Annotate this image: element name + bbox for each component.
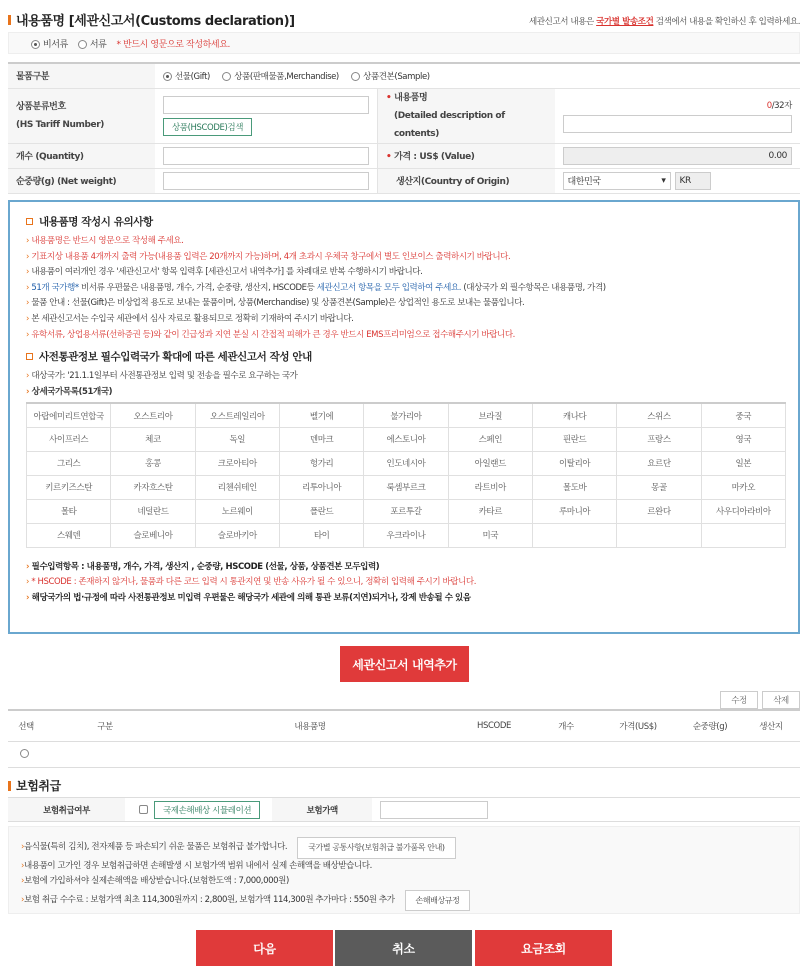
country-cell: 카타르 [448,499,532,523]
origin-value: 대한민국 [567,177,601,187]
weight-label: 순중량(g) (Net weight) [8,168,155,193]
notice-item: › 유학서류, 상업용서류(선하증권 등)와 같이 긴급성과 지연 분실 시 간접적 피해가 큰 경우 반드시 EMS프리미엄으로 접수해주시기 바랍니다. [26,328,782,344]
country-cell: 이탈리아 [532,451,616,475]
country-cell: 포르투갈 [364,499,448,523]
country-cell [617,523,701,547]
label: 비서류 [43,39,68,50]
country-cell: 홍콩 [111,451,195,475]
notice-item [26,281,782,297]
title: 내용품명 작성시 유의사항 [39,216,153,228]
restricted-items-button[interactable]: 국가별 공통사항(보험취급 불가품목 안내) [297,837,455,859]
note-prefix: 세관신고서 내용은 [529,17,597,27]
info-item [21,837,787,859]
col-qty: 개수 [534,710,598,741]
notice-title-1 [26,214,782,229]
english-warning: * 반드시 영문으로 작성하세요. [116,39,230,50]
country-cell: 아일랜드 [448,451,532,475]
country-cell: 스페인 [448,427,532,451]
country-cell: 아랍에미리트연합국 [27,403,111,427]
info-item: › 내용품이 고가인 경우 보험취급하면 손해발생 시 보험가액 범위 내에서 실제 손해액을 배상받습니다. [21,859,787,875]
cancel-button[interactable]: 취소 [335,930,472,966]
country-cell: 일본 [701,451,785,475]
hs-search-button[interactable]: 상품(HSCODE)검색 [163,118,252,136]
notice-item: › 내용품이 여러개인 경우 '세관신고서' 항목 입력후 [세관신고서 내역추가] 를 차례대로 반복 수행하시기 바랍니다. [26,265,782,281]
notice-item: › 본 세관신고서는 수입국 세관에서 심사 자료로 활용되므로 정확히 기재하여 주시기 바랍니다. [26,312,782,328]
insurance-title [8,777,61,794]
country-cell: 그리스 [27,451,111,475]
country-cell: 독일 [195,427,279,451]
category-gift[interactable] [163,72,210,82]
notice-item: › 내용품명은 반드시 영문으로 작성해 주세요. [26,234,782,250]
country-list-title: › 상세국가목록(51개국) [26,385,782,401]
desc-input[interactable] [563,115,793,133]
country-cell: 오스트리아 [111,403,195,427]
col-select: 선택 [8,710,44,741]
insurance-amount-input[interactable] [380,801,488,819]
country-cell: 스웨덴 [27,523,111,547]
col-hscode: HSCODE [454,710,534,741]
b: 비서류 우편물은 내용품명, 개수, 가격, 순중량, 생산지, HSCODE등 [78,282,317,293]
doc-type-row [8,32,800,54]
qty-label: 개수 (Quantity) [8,143,155,168]
category-label: 물품구분 [8,63,155,88]
info-item [21,890,787,912]
hs-label-en: (HS Tariff Number) [16,119,105,130]
country-cell: 카자흐스탄 [111,475,195,499]
compensation-rules-button[interactable]: 손해배상규정 [405,890,471,912]
next-button[interactable]: 다음 [196,930,333,966]
weight-input[interactable] [163,172,369,190]
hscode-warning: › * HSCODE : 존재하지 않거나, 물품과 다른 코드 입력 시 통관지연 및 반송 사유가 될 수 있으니, 정확히 입력해 주시기 바랍니다. [26,575,782,591]
country-cell: 중국 [701,403,785,427]
country-cell: 오스트레일리아 [195,403,279,427]
title-bar-icon [8,781,11,791]
d: (대상국가 외 필수항목은 내용품명, 가격) [461,282,606,293]
target-countries: › 대상국가: '21.1.1일부터 사전통관정보 입력 및 전송을 필수로 요구하는 국가 [26,369,782,385]
country-table [26,402,786,548]
country-cell: 룩셈부르크 [364,475,448,499]
col-type: 구분 [44,710,166,741]
country-cell: 에스토니아 [364,427,448,451]
qty-input[interactable] [163,147,369,165]
label: 서류 [89,39,107,50]
table-row [8,741,800,767]
price-label: • 가격 : US$ (Value) [378,143,555,168]
country-cell [701,523,785,547]
country-cell: 요르단 [617,451,701,475]
country-cell: 루마니아 [532,499,616,523]
country-cell: 노르웨이 [195,499,279,523]
doc-type-doc[interactable] [78,37,107,50]
col-desc: 내용품명 [166,710,454,741]
square-icon [26,218,33,225]
notice-item: › 기표지상 내용품 4개까지 출력 가능(내용품 입력은 20개까지 가능)하며, 4개 초과시 우체국 창구에서 별도 인보이스 출력하시기 바랍니다. [26,250,782,266]
radio-icon[interactable] [163,72,172,81]
hs-label [8,88,155,143]
info-item: › 보험에 가입하셔야 실제손해액을 배상받습니다.(보험한도액 : 7,000,000원) [21,874,787,890]
country-cell: 폴란드 [279,499,363,523]
radio-icon[interactable] [351,72,360,81]
radio-icon[interactable] [78,40,87,49]
country-cell: 핀란드 [532,427,616,451]
country-cell: 체코 [111,427,195,451]
country-cell: 덴마크 [279,427,363,451]
c: 세관신고서 항목을 모두 입력하여 주세요. [316,282,462,293]
col-price: 가격(US$) [598,710,678,741]
chevron-down-icon: ▾ [661,175,666,186]
country-cell: 몰도바 [532,475,616,499]
country-cell: 프랑스 [617,427,701,451]
a: 51개 국가행* [31,282,79,293]
page-title [8,10,295,29]
country-cell: 슬로바키아 [195,523,279,547]
declaration-list [8,709,800,768]
doc-type-nondoc[interactable] [31,37,68,50]
label: 상품견본(Sample) [363,71,430,82]
country-cell: 스위스 [617,403,701,427]
page-title-text: 내용품명 [세관신고서(Customs declaration)] [16,14,295,29]
row-select-radio[interactable] [20,749,29,758]
country-cell: 브라질 [448,403,532,427]
text: › 음식물(특히 김치), 전자제품 등 파손되기 쉬운 물품은 보험취급 불가합니다. [24,842,288,852]
label: 상품(판매물품,Merchandise) [234,71,339,82]
customs-form [8,62,800,194]
country-cell: 슬로베니아 [111,523,195,547]
desc-char-count [563,99,793,111]
country-cell: 인도네시아 [364,451,448,475]
country-cell: 헝가리 [279,451,363,475]
top-note [529,15,800,27]
insurance-checkbox[interactable] [139,805,148,814]
country-conditions-link[interactable]: 국가별 발송조건 [596,17,654,27]
country-cell: 사이프러스 [27,427,111,451]
note-suffix: 검색에서 내용을 확인하신 후 입력하세요. [653,17,800,27]
country-cell: 캐나다 [532,403,616,427]
category-sample[interactable] [351,72,430,82]
price-label-text: 가격 : US$ (Value) [394,152,475,162]
notice-box [8,200,800,634]
country-cell: 크로아티아 [195,451,279,475]
insurance-info [8,826,800,914]
radio-icon[interactable] [31,40,40,49]
category-merchandise[interactable] [222,72,339,82]
country-cell: 마카오 [701,475,785,499]
count: 0 [766,100,772,111]
delete-button[interactable]: 삭제 [762,691,800,709]
insurance-row [8,797,800,822]
desc-label: • 내용품명 (Detailed description of contents) [378,88,555,143]
origin-code: KR [675,172,711,190]
country-cell: 리첸쉬테인 [195,475,279,499]
insurance-title-text: 보험취급 [16,779,61,793]
country-cell: 미국 [448,523,532,547]
price-input: 0.00 [563,147,793,165]
country-cell: 벨기에 [279,403,363,427]
country-cell: 키르키즈스탄 [27,475,111,499]
country-cell: 리투아니아 [279,475,363,499]
origin-label: 생산지(Country of Origin) [378,168,555,193]
country-cell: 우크라이나 [364,523,448,547]
edit-button[interactable]: 수정 [720,691,758,709]
label: 선물(Gift) [175,71,210,82]
country-cell: 몰타 [27,499,111,523]
insurance-amount-label: 보험가액 [272,798,372,821]
country-cell: 르완다 [617,499,701,523]
required-fields: › 필수입력항목 : 내용품명, 개수, 가격, 생산지 , 순중량, HSCODE (선물, 상품, 상품견본 모두입력) [26,560,782,576]
col-origin: 생산지 [742,710,800,741]
title: 사전통관정보 필수입력국가 확대에 따른 세관신고서 작성 안내 [39,351,312,364]
hold-warning: › 해당국가의 법·규정에 따라 사전통관정보 미입력 우편물은 해당국가 세관에 의해 통관 보류(지연)되거나, 강제 반송될 수 있음 [26,591,782,607]
desc-label-ko: 내용품명 [394,92,428,103]
country-cell: 사우디아라비아 [701,499,785,523]
radio-icon[interactable] [222,72,231,81]
col-weight: 순중량(g) [678,710,742,741]
country-cell: 불가리아 [364,403,448,427]
rate-lookup-button[interactable]: 요금조회 [475,930,612,966]
country-cell [532,523,616,547]
country-cell: 라트비아 [448,475,532,499]
notice-item: › 물품 안내 : 선물(Gift)은 비상업적 용도로 보내는 물품이며, 상품(Merchandise) 및 상품견본(Sample)은 상업적인 용도로 보내는 물품입니다. [26,296,782,312]
notice-title-2 [26,349,782,364]
square-icon [26,353,33,360]
title-bar-icon [8,15,11,25]
insurance-use-label: 보험취급여부 [8,798,125,821]
origin-select[interactable] [563,172,671,190]
country-cell: 타이 [279,523,363,547]
country-cell: 몽골 [617,475,701,499]
text: › 보험 취급 수수료 : 보험가액 최초 114,300원까지 : 2,800원, 보험가액 114,300원 추가마다 : 550원 추가 [24,894,395,905]
country-cell: 네덜란드 [111,499,195,523]
add-declaration-button[interactable]: 세관신고서 내역추가 [340,646,469,682]
max: /32자 [771,100,792,111]
country-cell: 영국 [701,427,785,451]
hs-label-ko: 상품분류번호 [16,101,66,112]
simulation-button[interactable]: 국제손해배상 시뮬레이션 [154,801,260,819]
desc-label-en: (Detailed description of contents) [394,110,505,139]
hs-code-input[interactable] [163,96,369,114]
